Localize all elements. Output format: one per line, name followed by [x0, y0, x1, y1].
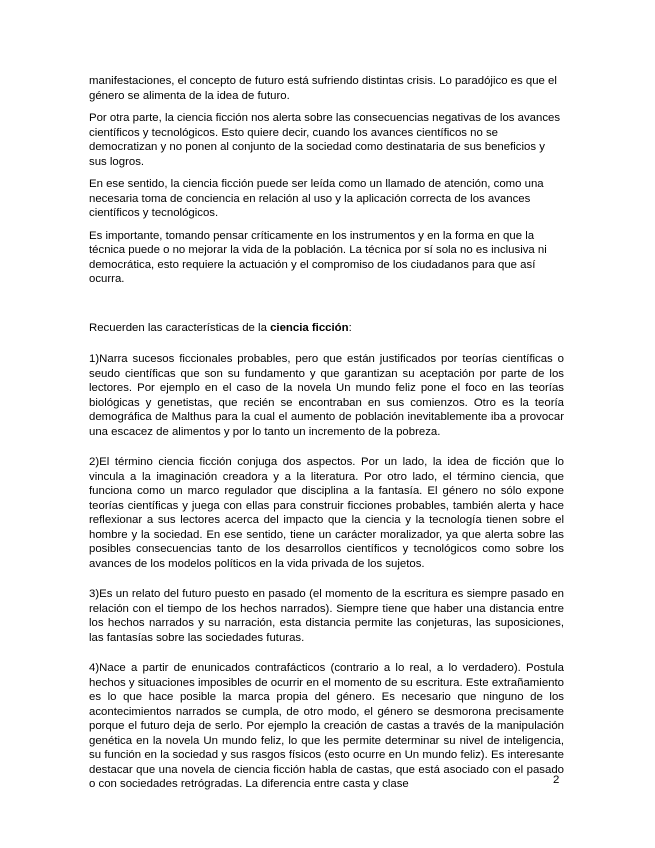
- recall-bold-term: ciencia ficción: [270, 321, 349, 334]
- characteristic-item-4: 4)Nace a partir de enunicados contrafácticos (contrario a lo real, a lo verdadero). Postula hechos y situaciones imposibles de ocurrir en el momento de su escritura. Este extrañamiento es lo que hace posible la marca propia del género. Es necesario que ninguno de los acontecimientos narrados se cumpla, de otro modo, el género se desmorona precisamente porque el futuro deja de serlo. Por ejemplo la creación de castas a través de la manipulación genética en la novela Un mundo feliz, lo que les permite determinar su nivel de inteligencia, su función en la sociedad y sus rasgos físicos (esto ocurre en Un mundo feliz). Es interesante destacar que una novela de ciencia ficción habla de castas, que está asociado con el pasado o con sociedades retrógradas. La diferencia entre casta y clase: [89, 662, 564, 790]
- paragraph-intro-1: manifestaciones, el concepto de futuro está sufriendo distintas crisis. Lo paradójico es que el género se alimenta de la idea de futuro.: [89, 75, 557, 102]
- characteristic-item-3: 3)Es un relato del futuro puesto en pasado (el momento de la escritura es siempre pasado en relación con el tiempo de los hechos narrados). Siempre tiene que haber una distancia entre los hechos narrados y su narración, esta distancia permite las conjeturas, las suposiciones, las fantasías sobre las sociedades futuras.: [89, 588, 564, 644]
- paragraph-intro-4: Es importante, tomando pensar críticamente en los instrumentos y en la forma en que la técnica puede o no mejorar la vida de la población. La técnica por sí sola no es inclusiva ni democrática, esto requiere la actuación y el compromiso de los ciudadanos para que así ocurra.: [89, 229, 547, 285]
- characteristic-item-1: 1)Narra sucesos ficcionales probables, pero que están justificados por teorías científicas o seudo científicas que son su fundamento y que garantizan su aceptación por parte de los lectores. Por ejemplo en el caso de la novela Un mundo feliz pone el foco en las teorías biológicas y genetistas, que recién se encontraban en sus comienzos. Otro es la teoría demográfica de Malthus para la cual el aumento de población inevitablemente iba a provocar una escacez de alimentos y por lo tanto un incremento de la pobreza.: [89, 353, 564, 438]
- page-number: 2: [553, 774, 560, 786]
- recall-prefix: Recuerden las características de la: [89, 321, 271, 334]
- paragraph-intro-3: En ese sentido, la ciencia ficción puede ser leída como un llamado de atención, como una necesaria toma de conciencia en relación al uso y la aplicación correcta de los avances científicos y tecnológicos.: [89, 178, 544, 219]
- recall-heading: [89, 321, 564, 336]
- paragraph-intro-2: Por otra parte, la ciencia ficción nos alerta sobre las consecuencias negativas de los avances científicos y tecnológicos. Esto quiere decir, cuando los avances científicos no se democratizan y no ponen al conjunto de la sociedad como destinataria de sus beneficios y sus logros.: [89, 112, 561, 168]
- recall-suffix: :: [348, 321, 352, 334]
- document-page: [89, 74, 564, 808]
- characteristic-item-2: 2)El término ciencia ficción conjuga dos aspectos. Por un lado, la idea de ficción que lo vincula a la imaginación creadora y a la literatura. Por otro lado, el término ciencia, que funciona como un marco regulador que disciplina a la fantasía. El género no sólo expone teorías científicas y juega con ellas para construir ficciones probables, también alerta y hace reflexionar a sus lectores acerca del impacto que la ciencia y la tecnología tienen sobre el hombre y la sociedad. En ese sentido, tiene un carácter moralizador, ya que alerta sobre las posibles consecuencias tanto de los desarrollos científicos y tecnológicos como sobre los avances de los modelos políticos en la vida privada de los sujetos.: [89, 456, 564, 570]
